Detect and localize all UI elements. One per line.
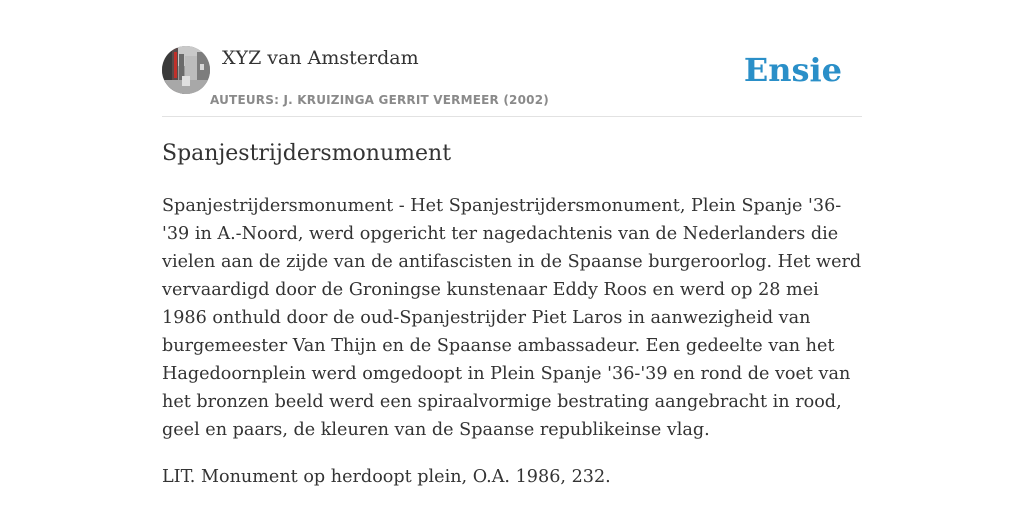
authors-line: AUTEURS: J. KRUIZINGA GERRIT VERMEER (2002) bbox=[210, 93, 549, 107]
article-body: Spanjestrijdersmonument - Het Spanjestrijdersmonument, Plein Spanje '36-'39 in A.-Noord, werd opgericht ter nagedachtenis van de Nederlanders die vielen aan de zijde van de antifascisten in de Spaanse burgeroorlog. Het werd vervaardigd door de Groningse kunstenaar Eddy Roos en werd op 28 mei 1986 onthuld door de oud-Spanjestrijder Piet Laros in aanwezigheid van burgemeester Van Thijn en de Spaanse ambassadeur. Een gedeelte van het Hagedoornplein werd omgedoopt in Plein Spanje '36-'39 en rond de voet van het bronzen beeld werd een spiraalvormige bestrating aangebracht in rood, geel en paars, de kleuren van de Spaanse republikeinse vlag. bbox=[162, 196, 862, 440]
source-title[interactable]: XYZ van Amsterdam bbox=[222, 47, 419, 69]
avatar[interactable] bbox=[162, 46, 210, 94]
ensie-logo[interactable]: Ensie bbox=[743, 51, 842, 89]
street-photo-icon bbox=[162, 46, 210, 94]
article-reference: LIT. Monument op herdoopt plein, O.A. 1986, 232. bbox=[162, 467, 611, 487]
source-header bbox=[162, 46, 862, 117]
article-title: Spanjestrijdersmonument bbox=[162, 141, 452, 166]
